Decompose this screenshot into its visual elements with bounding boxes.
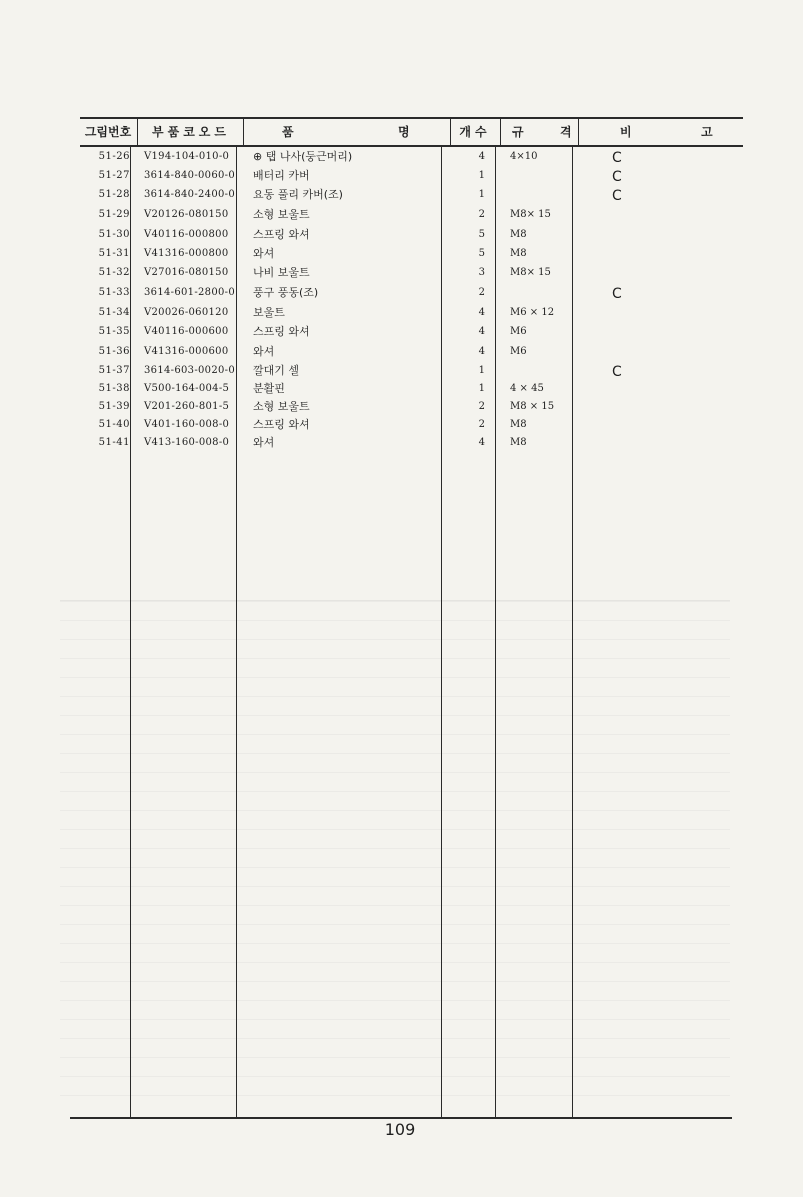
quantity-cell: 1 xyxy=(478,383,485,394)
quantity-cell: 4 xyxy=(478,437,485,448)
quantity-cell: 1 xyxy=(478,365,485,376)
part-code-cell: 3614-840-2400-0 xyxy=(144,189,235,200)
part-name-cell: 스프링 와셔 xyxy=(253,418,310,431)
spec-cell: 4 × 45 xyxy=(510,383,544,394)
figure-no-cell: 51-33 xyxy=(98,287,130,298)
figure-no-cell: 51-27 xyxy=(98,170,130,181)
spec-cell: M8 xyxy=(510,248,527,259)
part-code-cell: 3614-603-0020-0 xyxy=(144,365,235,376)
note-cell: C xyxy=(612,150,622,166)
part-code-cell: V194-104-010-0 xyxy=(144,151,230,162)
table-row xyxy=(0,433,803,452)
part-code-cell: 3614-840-0060-0 xyxy=(144,170,235,181)
part-name-cell: 스프링 와셔 xyxy=(253,325,310,338)
quantity-cell: 4 xyxy=(478,346,485,357)
part-code-cell: V401-160-008-0 xyxy=(144,419,230,430)
table-row xyxy=(0,322,803,341)
spec-cell: M6 × 12 xyxy=(510,307,555,318)
table-row xyxy=(0,225,803,244)
part-name-cell: 분활핀 xyxy=(253,382,285,395)
column-divider xyxy=(500,119,501,145)
table-row xyxy=(0,244,803,263)
table-row xyxy=(0,147,803,166)
part-name-cell: 나비 보울트 xyxy=(253,266,310,279)
part-name-cell: 와셔 xyxy=(253,345,275,358)
spec-cell: M8 xyxy=(510,437,527,448)
figure-no-cell: 51-37 xyxy=(98,365,130,376)
table-row xyxy=(0,205,803,224)
part-code-cell: V413-160-008-0 xyxy=(144,437,230,448)
note-cell: C xyxy=(612,286,622,302)
figure-no-cell: 51-41 xyxy=(98,437,130,448)
spec-cell: M8 xyxy=(510,419,527,430)
figure-no-cell: 51-32 xyxy=(98,267,130,278)
part-name-cell: 소형 보울트 xyxy=(253,208,310,221)
quantity-cell: 1 xyxy=(478,170,485,181)
part-name-cell: ⊕ 탭 나사(둥근머리) xyxy=(253,150,353,163)
top-rule xyxy=(80,117,743,119)
part-code-cell: V20026-060120 xyxy=(144,307,229,318)
quantity-cell: 4 xyxy=(478,326,485,337)
figure-no-cell: 51-38 xyxy=(98,383,130,394)
figure-no-cell: 51-39 xyxy=(98,401,130,412)
header-name-left: 품 xyxy=(282,125,294,139)
spec-cell: M8 × 15 xyxy=(510,401,555,412)
part-code-cell: V20126-080150 xyxy=(144,209,229,220)
quantity-cell: 1 xyxy=(478,189,485,200)
column-divider xyxy=(578,119,579,145)
part-code-cell: V500-164-004-5 xyxy=(144,383,230,394)
table-row xyxy=(0,342,803,361)
figure-no-cell: 51-34 xyxy=(98,307,130,318)
part-name-cell: 풍구 풍동(조) xyxy=(253,286,319,299)
note-cell: C xyxy=(612,364,622,380)
table-row xyxy=(0,415,803,434)
part-code-cell: V41316-000600 xyxy=(144,346,229,357)
spec-cell: M6 xyxy=(510,326,527,337)
spec-cell: M8 xyxy=(510,229,527,240)
figure-no-cell: 51-40 xyxy=(98,419,130,430)
quantity-cell: 4 xyxy=(478,151,485,162)
table-row xyxy=(0,166,803,185)
figure-no-cell: 51-26 xyxy=(98,151,130,162)
part-name-cell: 와셔 xyxy=(253,247,275,260)
spec-cell: 4×10 xyxy=(510,151,538,162)
part-name-cell: 와셔 xyxy=(253,436,275,449)
figure-no-cell: 51-30 xyxy=(98,229,130,240)
note-cell: C xyxy=(612,188,622,204)
part-name-cell: 배터리 카버 xyxy=(253,169,310,182)
quantity-cell: 3 xyxy=(478,267,485,278)
quantity-cell: 5 xyxy=(478,229,485,240)
page-number: 109 xyxy=(384,1120,416,1139)
part-code-cell: V41316-000800 xyxy=(144,248,229,259)
part-code-cell: V40116-000600 xyxy=(144,326,229,337)
table-row xyxy=(0,283,803,302)
column-divider xyxy=(450,119,451,145)
table-row xyxy=(0,303,803,322)
part-code-cell: V201-260-801-5 xyxy=(144,401,230,412)
header-note-right: 고 xyxy=(701,125,713,139)
table-row xyxy=(0,379,803,398)
figure-no-cell: 51-35 xyxy=(98,326,130,337)
column-divider xyxy=(243,119,244,145)
header-spec-left: 규 xyxy=(512,125,524,139)
table-row xyxy=(0,361,803,380)
quantity-cell: 2 xyxy=(478,287,485,298)
bottom-rule xyxy=(70,1117,732,1119)
table-row xyxy=(0,397,803,416)
quantity-cell: 5 xyxy=(478,248,485,259)
table-row xyxy=(0,263,803,282)
note-cell: C xyxy=(612,169,622,185)
part-code-cell: 3614-601-2800-0 xyxy=(144,287,235,298)
quantity-cell: 2 xyxy=(478,401,485,412)
quantity-cell: 2 xyxy=(478,209,485,220)
part-name-cell: 스프링 와셔 xyxy=(253,228,310,241)
header-note-left: 비 xyxy=(620,125,632,139)
header-quantity: 개수 xyxy=(459,125,491,139)
quantity-cell: 4 xyxy=(478,307,485,318)
figure-no-cell: 51-31 xyxy=(98,248,130,259)
part-code-cell: V27016-080150 xyxy=(144,267,229,278)
figure-no-cell: 51-36 xyxy=(98,346,130,357)
part-name-cell: 보울트 xyxy=(253,306,285,319)
header-part-code: 부품코오드 xyxy=(152,125,230,139)
quantity-cell: 2 xyxy=(478,419,485,430)
figure-no-cell: 51-29 xyxy=(98,209,130,220)
header-figure-no: 그림번호 xyxy=(84,125,132,139)
bleed-through-background xyxy=(60,600,730,1111)
table-row xyxy=(0,185,803,204)
header-spec-right: 격 xyxy=(560,125,572,139)
part-name-cell: 소형 보울트 xyxy=(253,400,310,413)
part-code-cell: V40116-000800 xyxy=(144,229,229,240)
part-name-cell: 요동 풀리 카버(조) xyxy=(253,188,343,201)
spec-cell: M8× 15 xyxy=(510,267,551,278)
part-name-cell: 깔대기 셀 xyxy=(253,364,300,377)
header-name-right: 명 xyxy=(398,125,410,139)
spec-cell: M6 xyxy=(510,346,527,357)
spec-cell: M8× 15 xyxy=(510,209,551,220)
figure-no-cell: 51-28 xyxy=(98,189,130,200)
